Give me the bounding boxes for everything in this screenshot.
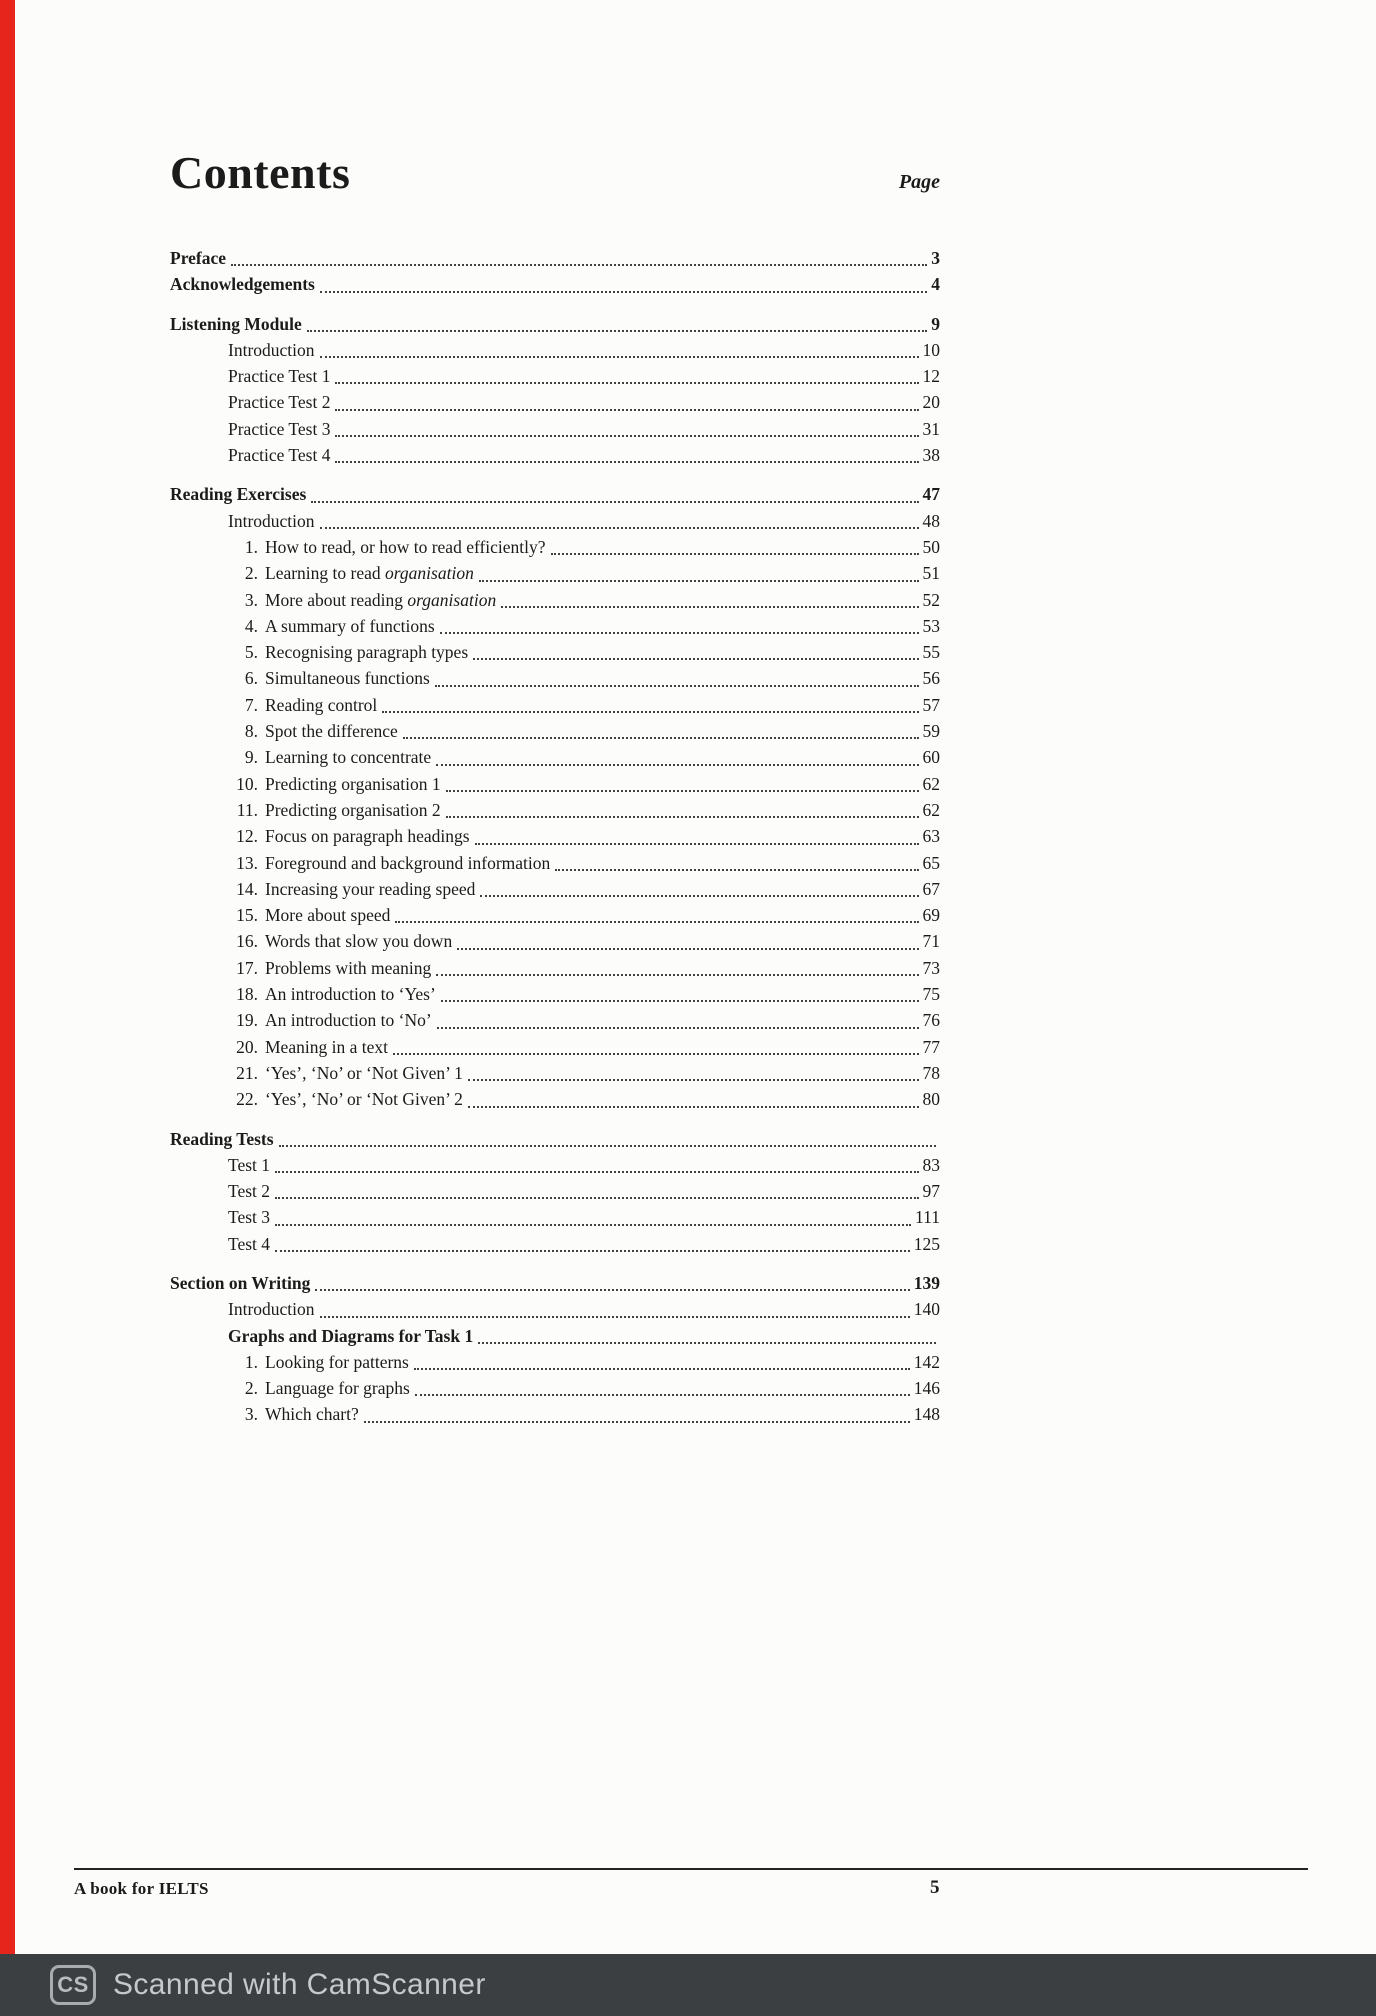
toc-entry-page: 140	[913, 1299, 940, 1320]
toc-entry	[228, 876, 940, 902]
toc-entry-page: 78	[922, 1062, 940, 1083]
toc-entry	[170, 1270, 940, 1296]
toc-entry-page: 53	[922, 615, 940, 636]
toc-entry-label: Spot the difference	[265, 721, 398, 742]
toc-entry-label: More about reading organisation	[265, 589, 497, 610]
toc-entry-page: 80	[922, 1089, 940, 1110]
toc-entry	[228, 337, 940, 363]
dot-leader	[320, 356, 919, 358]
toc-entry-page: 77	[922, 1036, 940, 1057]
dot-leader	[501, 606, 918, 608]
toc-entry	[228, 1178, 940, 1204]
dot-leader	[364, 1421, 910, 1423]
toc-entry-page: 65	[922, 852, 940, 873]
toc-entry-number: 15.	[236, 905, 258, 926]
dot-leader	[555, 869, 918, 871]
toc-entry-number: 4.	[244, 615, 258, 636]
toc-entry-label: Which chart?	[265, 1404, 359, 1425]
dot-leader	[468, 1079, 919, 1081]
toc-entry-number: 2.	[244, 563, 258, 584]
dot-leader	[446, 816, 919, 818]
toc-entry	[228, 560, 940, 586]
toc-entry-page: 97	[922, 1181, 940, 1202]
toc-entry-number: 13.	[236, 852, 258, 873]
toc-entry	[228, 1401, 940, 1427]
toc-entry	[228, 1086, 940, 1112]
toc-entry-number: 9.	[244, 747, 258, 768]
toc-entry-page: 139	[913, 1272, 940, 1293]
toc-entry-number: 8.	[244, 721, 258, 742]
footer-book-title: A book for IELTS	[74, 1879, 209, 1898]
toc-entry-page: 63	[922, 826, 940, 847]
toc-entry-label: An introduction to ‘Yes’	[265, 984, 436, 1005]
toc-entry-number: 2.	[244, 1378, 258, 1399]
toc-entry	[228, 718, 940, 744]
toc-entry-page: 31	[922, 418, 940, 439]
toc-entry-page: 9	[931, 313, 940, 334]
dot-leader	[275, 1250, 910, 1252]
toc-entry	[228, 1007, 940, 1033]
toc-entry-label: An introduction to ‘No’	[265, 1010, 432, 1031]
dot-leader	[415, 1394, 910, 1396]
toc-entry-label: Listening Module	[170, 313, 302, 334]
dot-leader	[315, 1289, 909, 1291]
toc-entry	[228, 1375, 940, 1401]
page-title: Contents	[170, 147, 351, 198]
toc-entry-label: Test 1	[228, 1154, 271, 1175]
toc-entry	[228, 955, 940, 981]
toc-entry-page: 48	[922, 510, 940, 531]
toc-entry-number: 20.	[236, 1036, 258, 1057]
toc-entry-label: Practice Test 4	[228, 445, 331, 466]
page-footer	[74, 1868, 1308, 1899]
dot-leader	[437, 1027, 919, 1029]
camscanner-bar	[0, 1954, 1376, 2016]
toc-entry-page: 75	[922, 984, 940, 1005]
toc-entry-page: 52	[922, 589, 940, 610]
dot-leader	[440, 632, 919, 634]
toc-entry-label: Practice Test 2	[228, 392, 331, 413]
toc-entry-label: Introduction	[228, 339, 315, 360]
toc-entry-label: Meaning in a text	[265, 1036, 388, 1057]
toc-entry-label: Words that slow you down	[265, 931, 453, 952]
toc-entry-page: 111	[915, 1207, 940, 1228]
toc-entry-label: Test 2	[228, 1181, 271, 1202]
toc-entry-label: Increasing your reading speed	[265, 878, 476, 899]
toc-entry-number: 22.	[236, 1089, 258, 1110]
toc-entry	[228, 692, 940, 718]
toc-entry-number: 10.	[236, 773, 258, 794]
toc-entry-label: Practice Test 1	[228, 366, 331, 387]
toc-entry-number: 3.	[244, 589, 258, 610]
dot-leader	[478, 1342, 936, 1344]
toc-entry-number: 12.	[236, 826, 258, 847]
toc-entry-number: 7.	[244, 694, 258, 715]
toc-entry-label: Test 4	[228, 1233, 271, 1254]
toc-entry-number: 17.	[236, 957, 258, 978]
toc-entry	[228, 1231, 940, 1257]
toc-entry	[228, 587, 940, 613]
toc-entry	[228, 744, 940, 770]
toc-entry	[228, 902, 940, 928]
toc-entry-label: Recognising paragraph types	[265, 642, 469, 663]
toc-entry-page: 62	[922, 799, 940, 820]
dot-leader	[320, 1316, 910, 1318]
toc-entry	[228, 508, 940, 534]
toc-entry-page: 142	[913, 1351, 940, 1372]
toc-entry-label: Reading control	[265, 694, 378, 715]
toc-entry-page: 12	[922, 366, 940, 387]
toc-entry-page: 55	[922, 642, 940, 663]
toc-entry-page: 38	[922, 445, 940, 466]
title-row	[170, 146, 940, 199]
dot-leader	[393, 1053, 919, 1055]
dot-leader	[414, 1368, 910, 1370]
toc-entry-label: A summary of functions	[265, 615, 435, 636]
toc-entry-page: 4	[931, 274, 940, 295]
toc-entry-page: 3	[931, 248, 940, 268]
toc-entry	[170, 311, 940, 337]
dot-leader	[335, 409, 918, 411]
toc-entry-label: Learning to read organisation	[265, 563, 474, 584]
toc-entry-label: Preface	[170, 248, 227, 268]
toc-entry-page: 125	[913, 1233, 940, 1254]
dot-leader	[335, 382, 918, 384]
toc-entry	[228, 534, 940, 560]
dot-leader	[457, 948, 918, 950]
toc-entry-page: 83	[922, 1154, 940, 1175]
toc-entry	[228, 981, 940, 1007]
toc-entry	[228, 639, 940, 665]
toc-entry-label: Simultaneous functions	[265, 668, 430, 689]
toc-entry-page: 60	[922, 747, 940, 768]
dot-leader	[311, 501, 918, 503]
dot-leader	[479, 580, 919, 582]
toc-entry	[170, 481, 940, 507]
toc-entry	[228, 416, 940, 442]
toc-entry-number: 5.	[244, 642, 258, 663]
toc-entry-page: 71	[922, 931, 940, 952]
toc-entry-label: ‘Yes’, ‘No’ or ‘Not Given’ 1	[265, 1062, 463, 1083]
toc-entry-label: Problems with meaning	[265, 957, 432, 978]
toc-entry	[228, 1204, 940, 1230]
toc-entry-page: 20	[922, 392, 940, 413]
toc-entry	[228, 928, 940, 954]
toc-entry-page: 62	[922, 773, 940, 794]
toc-entry	[228, 1323, 940, 1349]
dot-leader	[231, 264, 927, 266]
dot-leader	[435, 685, 919, 687]
toc-entry	[228, 1034, 940, 1060]
toc-entry-page: 59	[922, 721, 940, 742]
toc-entry-label: ‘Yes’, ‘No’ or ‘Not Given’ 2	[265, 1089, 463, 1110]
dot-leader	[335, 461, 918, 463]
toc-entry-page: 50	[922, 536, 940, 557]
toc-entry	[228, 665, 940, 691]
toc-entry-number: 16.	[236, 931, 258, 952]
camscanner-logo-text: CS	[57, 1972, 89, 1997]
toc-entry-number: 11.	[236, 799, 258, 820]
toc-entry	[170, 245, 940, 271]
toc-entry-label: Reading Exercises	[170, 484, 307, 505]
toc-entry-page: 51	[922, 563, 940, 584]
dot-leader	[551, 553, 919, 555]
toc-entry-label: Language for graphs	[265, 1378, 410, 1399]
toc-entry-label: Looking for patterns	[265, 1351, 409, 1372]
toc-entry	[228, 797, 940, 823]
toc-entry-number: 14.	[236, 878, 258, 899]
toc-entry-label: Introduction	[228, 1299, 315, 1320]
toc-entry-page: 148	[913, 1404, 940, 1425]
toc-entry	[170, 271, 940, 297]
dot-leader	[307, 330, 927, 332]
toc-entry-page: 73	[922, 957, 940, 978]
dot-leader	[395, 921, 918, 923]
dot-leader	[279, 1145, 936, 1147]
dot-leader	[468, 1106, 919, 1108]
toc-entry-label: Focus on paragraph headings	[265, 826, 470, 847]
toc-entry-page: 57	[922, 694, 940, 715]
camscanner-logo	[50, 1965, 96, 2005]
dot-leader	[436, 974, 918, 976]
toc-entry-label: Section on Writing	[170, 1272, 311, 1293]
toc-entry	[228, 1152, 940, 1178]
scan-edge-artifact	[0, 0, 15, 1954]
toc-entry-label: Acknowledgements	[170, 274, 315, 295]
toc-entry-number: 18.	[236, 984, 258, 1005]
toc-entry	[228, 613, 940, 639]
toc-entry	[228, 1349, 940, 1375]
toc-entry-number: 19.	[236, 1010, 258, 1031]
toc-entry-page: 67	[922, 878, 940, 899]
dot-leader	[275, 1197, 918, 1199]
toc-entry	[228, 850, 940, 876]
toc-entry-number: 6.	[244, 668, 258, 689]
toc-entry-page: 76	[922, 1010, 940, 1031]
toc-entry-label: How to read, or how to read efficiently?	[265, 536, 546, 557]
toc-entry-label: Graphs and Diagrams for Task 1	[228, 1325, 474, 1346]
toc-entry-number: 1.	[244, 1351, 258, 1372]
toc-entry-number: 3.	[244, 1404, 258, 1425]
dot-leader	[446, 790, 919, 792]
toc-entry-label: Learning to concentrate	[265, 747, 432, 768]
contents-page	[170, 146, 940, 1428]
toc-entry-label: Predicting organisation 1	[265, 773, 441, 794]
dot-leader	[382, 711, 918, 713]
dot-leader	[335, 435, 918, 437]
dot-leader	[275, 1171, 918, 1173]
toc-entry-label: Introduction	[228, 510, 315, 531]
toc-entry	[170, 1126, 940, 1152]
dot-leader	[320, 291, 927, 293]
dot-leader	[475, 843, 919, 845]
toc-entry-label: Practice Test 3	[228, 418, 331, 439]
toc-entry-page: 10	[922, 339, 940, 360]
toc-entry-label: Foreground and background information	[265, 852, 551, 873]
toc-entry	[228, 363, 940, 389]
toc-entry-page: 146	[913, 1378, 940, 1399]
toc-entry	[228, 389, 940, 415]
table-of-contents	[170, 245, 940, 1428]
toc-entry-label: Reading Tests	[170, 1128, 274, 1149]
toc-entry	[228, 1296, 940, 1322]
dot-leader	[320, 527, 919, 529]
toc-entry	[228, 442, 940, 468]
toc-entry	[228, 823, 940, 849]
toc-entry-page: 47	[922, 484, 940, 505]
footer-page-number: 5	[930, 1877, 940, 1898]
toc-entry-number: 1.	[244, 536, 258, 557]
page-column-label: Page	[898, 171, 940, 193]
toc-entry-page: 69	[922, 905, 940, 926]
dot-leader	[441, 1000, 919, 1002]
toc-entry-number: 21.	[236, 1062, 258, 1083]
dot-leader	[275, 1224, 911, 1226]
toc-entry-page: 56	[922, 668, 940, 689]
dot-leader	[473, 658, 918, 660]
toc-entry-label: Predicting organisation 2	[265, 799, 441, 820]
dot-leader	[480, 895, 918, 897]
toc-entry-label: Test 3	[228, 1207, 271, 1228]
toc-entry	[228, 771, 940, 797]
camscanner-watermark-text: Scanned with CamScanner	[113, 1968, 486, 2001]
dot-leader	[436, 764, 918, 766]
toc-entry-label: More about speed	[265, 905, 391, 926]
toc-entry	[228, 1060, 940, 1086]
dot-leader	[403, 737, 919, 739]
